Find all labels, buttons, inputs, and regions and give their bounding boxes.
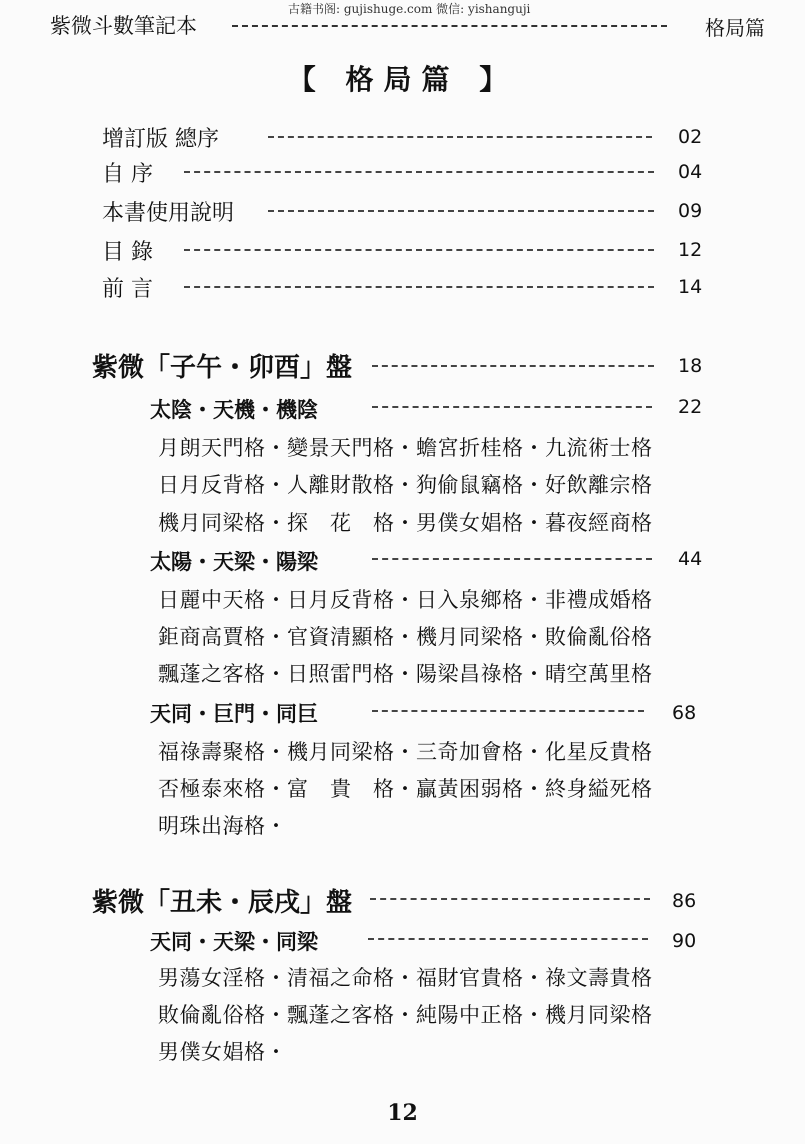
subsection-title: 太陽・天梁・陽梁 (150, 549, 318, 574)
page-number: 12 (387, 1100, 418, 1126)
section-title: 紫微「丑未・辰戌」盤 (92, 888, 353, 918)
pattern-line: 男蕩女淫格・清福之命格・福財官貴格・祿文壽貴格 (158, 966, 653, 990)
toc-label: 前 言 (102, 277, 153, 302)
toc-page: 09 (678, 200, 703, 222)
watermark: 古籍书阁: gujishuge.com 微信: yishanguji (288, 2, 531, 16)
leader-dots (372, 710, 644, 712)
header-rule (232, 25, 667, 27)
toc-page: 68 (672, 702, 697, 724)
toc-page: 14 (678, 276, 703, 298)
toc-section[interactable] (0, 347, 805, 381)
leader-dots (184, 286, 654, 288)
book-title: 紫微斗數筆記本 (50, 14, 197, 38)
toc-page: 04 (678, 161, 703, 183)
pattern-line: 福祿壽聚格・機月同梁格・三奇加會格・化星反貴格 (158, 740, 653, 764)
toc-page: 90 (672, 930, 697, 952)
leader-dots (184, 249, 654, 251)
toc-row[interactable] (0, 196, 805, 230)
running-header (50, 2, 765, 40)
toc-page: 02 (678, 126, 703, 148)
toc-row[interactable] (0, 235, 805, 269)
pattern-line: 機月同梁格・探 花 格・男僕女娼格・暮夜經商格 (158, 511, 653, 535)
pattern-line: 日月反背格・人離財散格・狗偷鼠竊格・好飲離宗格 (158, 473, 653, 497)
subsection-title: 天同・天梁・同梁 (150, 929, 318, 954)
pattern-line: 明珠出海格・ (158, 814, 287, 838)
toc-row[interactable] (0, 157, 805, 191)
pattern-line: 月朗天門格・變景天門格・蟾宮折桂格・九流術士格 (158, 436, 653, 460)
leader-dots (268, 136, 652, 138)
section-title: 紫微「子午・卯酉」盤 (92, 353, 353, 383)
section-name: 格局篇 (705, 16, 765, 40)
toc-label: 目 錄 (102, 240, 153, 265)
toc-subsection[interactable] (0, 698, 805, 732)
pattern-line: 鉅商高賈格・官資清顯格・機月同梁格・敗倫亂俗格 (158, 625, 653, 649)
subsection-title: 太陰・天機・機陰 (150, 397, 318, 422)
toc-label: 自 序 (102, 162, 153, 187)
toc-subsection[interactable] (0, 394, 805, 428)
toc-subsection[interactable] (0, 546, 805, 580)
toc-page: 12 (678, 239, 703, 261)
pattern-line: 敗倫亂俗格・飄蓬之客格・純陽中正格・機月同梁格 (158, 1003, 653, 1027)
toc-page: 22 (678, 396, 703, 418)
pattern-line: 飄蓬之客格・日照雷門格・陽梁昌祿格・晴空萬里格 (158, 662, 653, 686)
leader-dots (368, 938, 648, 940)
toc-section[interactable] (0, 882, 805, 916)
page-title: 【 格局篇 】 (287, 63, 518, 96)
leader-dots (370, 898, 650, 900)
pattern-line: 日麗中天格・日月反背格・日入泉鄉格・非禮成婚格 (158, 588, 653, 612)
subsection-title: 天同・巨門・同巨 (150, 701, 318, 726)
toc-page: 18 (678, 355, 703, 377)
pattern-line: 否極泰來格・富 貴 格・贏黃困弱格・終身縊死格 (158, 777, 653, 801)
pattern-line: 男僕女娼格・ (158, 1040, 287, 1064)
toc-label: 增訂版 總序 (102, 127, 219, 152)
leader-dots (372, 406, 652, 408)
toc-label: 本書使用說明 (102, 201, 235, 226)
leader-dots (268, 210, 654, 212)
leader-dots (372, 365, 654, 367)
toc-row[interactable] (0, 272, 805, 306)
toc-page: 44 (678, 548, 703, 570)
toc-subsection[interactable] (0, 926, 805, 960)
leader-dots (184, 171, 654, 173)
leader-dots (372, 558, 652, 560)
toc-page: 86 (672, 890, 697, 912)
toc-row[interactable] (0, 122, 805, 156)
